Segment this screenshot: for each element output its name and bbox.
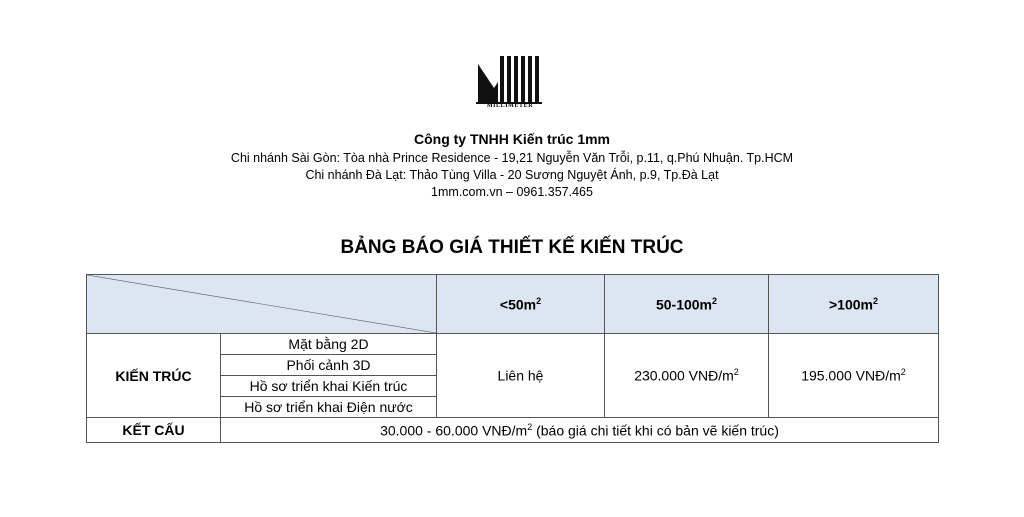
- price-table: [86, 274, 939, 443]
- header-col-medium: $50-100m^2$: [605, 275, 769, 334]
- page-title: BẢNG BÁO GIÁ THIẾT KẾ KIẾN TRÚC: [340, 237, 684, 258]
- price-medium: 230.000 VNĐ/$m^2$: [605, 334, 769, 418]
- contact-info: 1mm.com.vn – 0961.357.465: [431, 185, 593, 199]
- price-large: 195.000 VNĐ/$m^2$: [769, 334, 939, 418]
- header-diagonal-cell: [87, 275, 437, 334]
- branch-saigon: Chi nhánh Sài Gòn: Tòa nhà Prince Residence - 19,21 Nguyễn Văn Trỗi, p.11, q.Phú Nhuận. Tp.HCM: [230, 151, 794, 165]
- ket-cau-price: 30.000 - 60.000 VNĐ/$m^2$ (báo giá chi tiết khi có bản vẽ kiến trúc): [221, 418, 939, 443]
- branch-dalat: Chi nhánh Đà Lạt: Thảo Tùng Villa - 20 Sương Nguyệt Ánh, p.9, Tp.Đà Lạt: [305, 168, 719, 182]
- header-col-large: $>100m^2$: [769, 275, 939, 334]
- item-mat-bang: Mặt bằng 2D: [221, 334, 437, 355]
- kien-truc-label: KIẾN TRÚC: [87, 334, 221, 418]
- header-col-small: $<50m^2$: [437, 275, 605, 334]
- diagonal-line: [87, 275, 436, 333]
- item-phoi-canh: Phối cảnh 3D: [221, 355, 437, 376]
- ket-cau-label: KẾT CẤU: [87, 418, 221, 443]
- company-logo: [476, 54, 542, 110]
- item-ho-so-dien-nuoc: Hồ sơ triển khai Điện nước: [221, 397, 437, 418]
- item-ho-so-kien-truc: Hồ sơ triển khai Kiến trúc: [221, 376, 437, 397]
- logo-text: MILLIMETER: [486, 103, 534, 109]
- price-small: Liên hệ: [437, 334, 605, 418]
- company-name: Công ty TNHH Kiến trúc 1mm: [413, 131, 610, 147]
